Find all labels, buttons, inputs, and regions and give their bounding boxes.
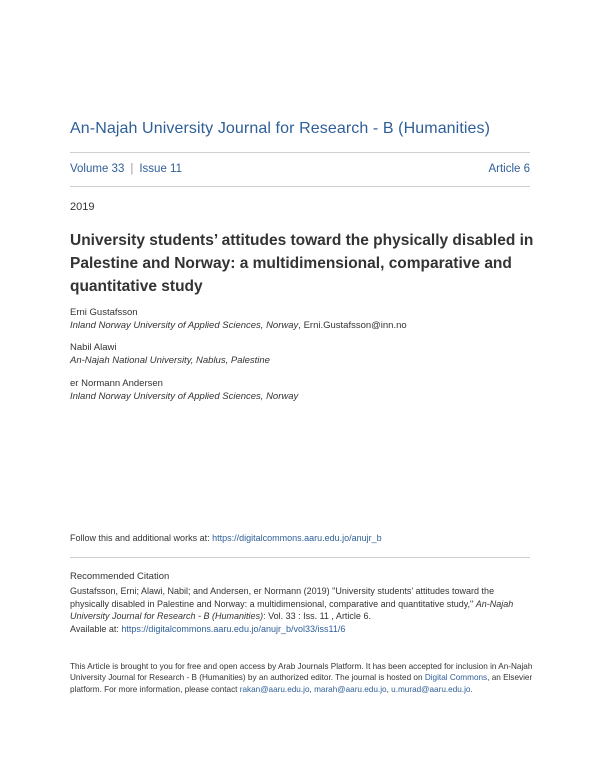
contact-email-link[interactable]: u.murad@aaru.edu.jo: [391, 684, 471, 694]
recommended-citation-heading: Recommended Citation: [70, 571, 170, 582]
author-block: [70, 378, 298, 403]
author-email[interactable]: Erni.Gustafsson@inn.no: [303, 319, 407, 331]
follow-link[interactable]: https://digitalcommons.aaru.edu.jo/anujr_b: [212, 533, 382, 543]
email-separator: ,: [309, 684, 315, 694]
issue-separator: |: [130, 163, 134, 175]
available-label: Available at:: [70, 623, 122, 634]
follow-line: [70, 533, 382, 543]
author-block: [70, 307, 407, 332]
contact-email-link[interactable]: rakan@aaru.edu.jo: [239, 684, 310, 694]
access-notice: [70, 661, 535, 695]
available-link[interactable]: https://digitalcommons.aaru.edu.jo/anujr_b/vol33/iss11/6: [121, 623, 346, 634]
follow-text: Follow this and additional works at:: [70, 533, 213, 543]
citation-journal: An-Najah University Journal for Research - B (Humanities): [70, 598, 514, 621]
article-link[interactable]: Article 6: [488, 163, 530, 175]
author-name: Erni Gustafsson: [70, 307, 138, 318]
notice-text: , an Elsevier platform. For more information, please contact: [70, 673, 533, 694]
journal-title[interactable]: An-Najah University Journal for Research - B (Humanities): [70, 120, 491, 137]
author-name: Nabil Alawi: [70, 342, 117, 353]
author-affiliation: Inland Norway University of Applied Sciences, Norway: [70, 390, 299, 402]
author-affiliation: Inland Norway University of Applied Sciences, Norway, Erni.Gustafsson@inn.no: [70, 319, 407, 331]
publication-year: 2019: [70, 201, 95, 213]
author-name: er Normann Andersen: [70, 378, 163, 389]
digital-commons-link[interactable]: Digital Commons: [424, 673, 488, 683]
author-affiliation: An-Najah National University, Nablus, Palestine: [70, 354, 270, 366]
article-title: University students’ attitudes toward the physically disabled in Palestine and Norway: a multidimensional, comparative and quantitative study: [70, 232, 534, 295]
top-divider: [70, 152, 530, 153]
mid-divider: [70, 186, 530, 187]
citation-text: Gustafsson, Erni; Alawi, Nabil; and Andersen, er Normann (2019) "University students’ attitudes toward the physically disabled in Palestine and Norway: a multidimensional, comparative and quantitative study,": [70, 586, 495, 609]
contact-email-link[interactable]: marah@aaru.edu.jo: [314, 684, 387, 694]
citation-volume: : Vol. 33 : Iss. 11 , Article 6.: [263, 611, 371, 621]
author-block: [70, 342, 270, 367]
notice-end: .: [470, 684, 473, 694]
notice-text: This Article is brought to you for free and open access by Arab Journals Platform. It has been accepted for inclusion in An-Najah University Journal for Research - B (Humanities) by an authorized editor. The journal is hosted on: [70, 662, 533, 683]
email-separator: ,: [386, 684, 392, 694]
issue-line: [70, 163, 530, 175]
citation-divider: [70, 557, 530, 558]
issue-link[interactable]: Issue 11: [139, 163, 182, 175]
volume-link[interactable]: Volume 33: [70, 163, 125, 175]
recommended-citation: [70, 585, 535, 635]
